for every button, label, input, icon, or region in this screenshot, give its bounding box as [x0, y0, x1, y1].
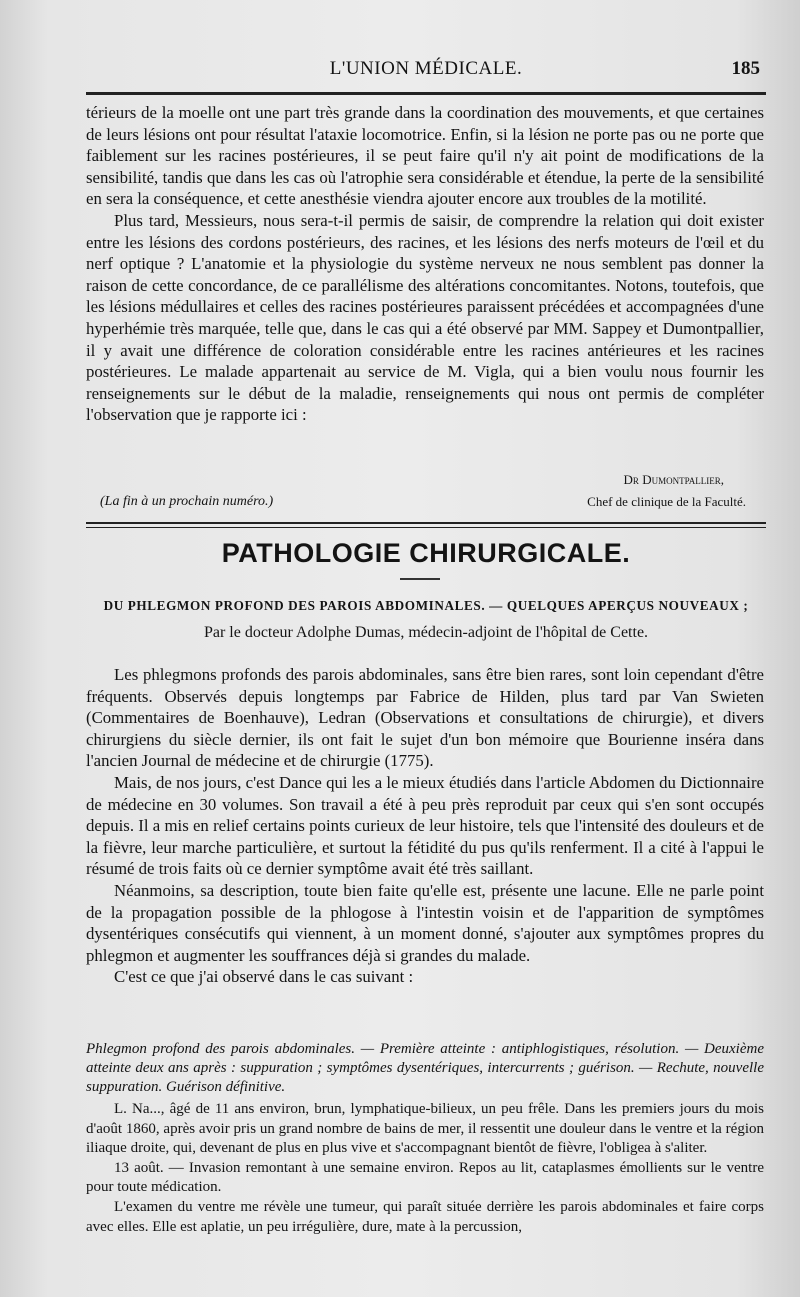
section-rule-top: [86, 522, 766, 524]
byline: Par le docteur Adolphe Dumas, médecin-adjoint de l'hôpital de Cette.: [203, 624, 649, 641]
section-title: PATHOLOGIE CHIRURGICALE.: [221, 538, 631, 568]
header-rule: [86, 92, 766, 95]
section-rule-bottom: [86, 527, 766, 528]
signature-block: [100, 472, 760, 512]
continuation-text: [86, 102, 764, 426]
paragraph: térieurs de la moelle ont une part très grande dans la coordination des mouvements, et que certaines de leurs lésions ont pour résultat l'ataxie locomotrice. Enfin, si la lésion ne porte pas ou ne porte que faiblement sur les racines postérieures, il se peut faire qu'il n'y ait point de modifications de la sensibilité, tandis que dans les cas où l'atrophie sera considérable et étendue, la perte de la sensibilité en sera la conséquence, et cette anesthésie viendra ajouter encore aux troubles de la motilité.: [86, 103, 764, 209]
page-header: [86, 58, 766, 86]
paragraph: Néanmoins, sa description, toute bien faite qu'elle est, présente une lacune. Elle ne parle point de la propagation possible de la phlogose à l'intestin voisin et de l'apparition de symptômes dysentériques consécutifs qui viennent, à un moment donné, s'ajouter aux symptômes propres du phlegmon et augmenter les souffrances déjà si grandes du malade.: [86, 880, 764, 965]
section-divider: [400, 578, 440, 580]
case-text: [86, 1100, 764, 1237]
paragraph: L. Na..., âgé de 11 ans environ, brun, lymphatique-bilieux, un peu frêle. Dans les premiers jours du mois d'août 1860, après avoir pris un grand nombre de bains de mer, il ressentit une douleur dans le ventre et la région iliaque droite, qui, devenant de plus en plus vive et s'accompagnant bientôt de fièvre, l'obligea à s'aliter.: [86, 1101, 764, 1157]
paragraph: C'est ce que j'ai observé dans le cas suivant :: [114, 967, 414, 987]
author-title: Chef de clinique de la Faculté.: [587, 494, 746, 509]
continued-note: (La fin à un prochain numéro.): [100, 494, 274, 509]
paragraph: L'examen du ventre me révèle une tumeur, qui paraît située derrière les parois abdominales et faire corps avec elles. Elle est aplatie, un peu irrégulière, dure, mate à la percussion,: [86, 1198, 764, 1235]
article-text: [86, 664, 764, 988]
paragraph: Les phlegmons profonds des parois abdominales, sans être bien rares, sont loin cependant d'être fréquents. Observés depuis longtemps par Fabrice de Hilden, plus tard par Van Swieten (Commentaires de Boenhauve), Ledran (Observations et consultations de chirurgie), et divers chirurgiens du siècle dernier, ils ont fait le sujet d'un bon mémoire que Bourienne inséra dans l'ancien Journal de médecine et de chirurgie (1775).: [86, 665, 764, 771]
case-heading: Phlegmon profond des parois abdominales. — Première atteinte : antiphlogistiques, résolution. — Deuxième atteinte deux ans après : suppuration ; symptômes dysentériques, intercurrents ; guérison. — Rechute, nouvelle suppuration. Guérison définitive.: [86, 1041, 764, 1095]
paragraph: Mais, de nos jours, c'est Dance qui les a le mieux étudiés dans l'article Abdomen du Dictionnaire de médecine en 30 volumes. Son travail a été à peu près reproduit par ceux qui s'en sont occupés depuis. Il a mis en relief certains points curieux de leur histoire, tels que l'intensité des douleurs et de la fièvre, leur marche particulière, et surtout la fétidité du pus qu'ils renferment. Il a cité à l'appui le résumé de trois faits où ce dernier symptôme avait été très saillant.: [86, 772, 764, 879]
page-number: 185: [731, 58, 760, 79]
author-signature: Dr Dumontpallier,: [623, 472, 724, 487]
paragraph: 13 août. — Invasion remontant à une semaine environ. Repos au lit, cataplasmes émollients sur le ventre pour toute médication.: [86, 1159, 764, 1196]
article-title: DU PHLEGMON PROFOND DES PAROIS ABDOMINALES. — QUELQUES APERÇUS NOUVEAUX ;: [103, 598, 749, 613]
running-title: L'UNION MÉDICALE.: [329, 58, 523, 79]
paragraph: Plus tard, Messieurs, nous sera-t-il permis de saisir, de comprendre la relation qui doit exister entre les lésions des cordons postérieurs, des racines, et les lésions des nerfs moteurs de l'œil et du nerf optique ? L'anatomie et la physiologie du système nerveux ne nous semblent pas donner la raison de cette concordance, de ce parallélisme des altérations concomitantes. Notons, toutefois, que les lésions médullaires et celles des racines postérieures paraissent précédées et accompagnées d'une hyperhémie très marquée, telle que, dans le cas qui a été observé par MM. Sappey et Dumontpallier, il y avait une différence de coloration considérable entre les racines antérieures et les racines postérieures. Le malade appartenait au service de M. Vigla, qui a bien voulu nous fournir les renseignements sur le début de la maladie, renseignements qui nous ont permis de compléter l'observation que je rapporte ici :: [86, 210, 764, 425]
